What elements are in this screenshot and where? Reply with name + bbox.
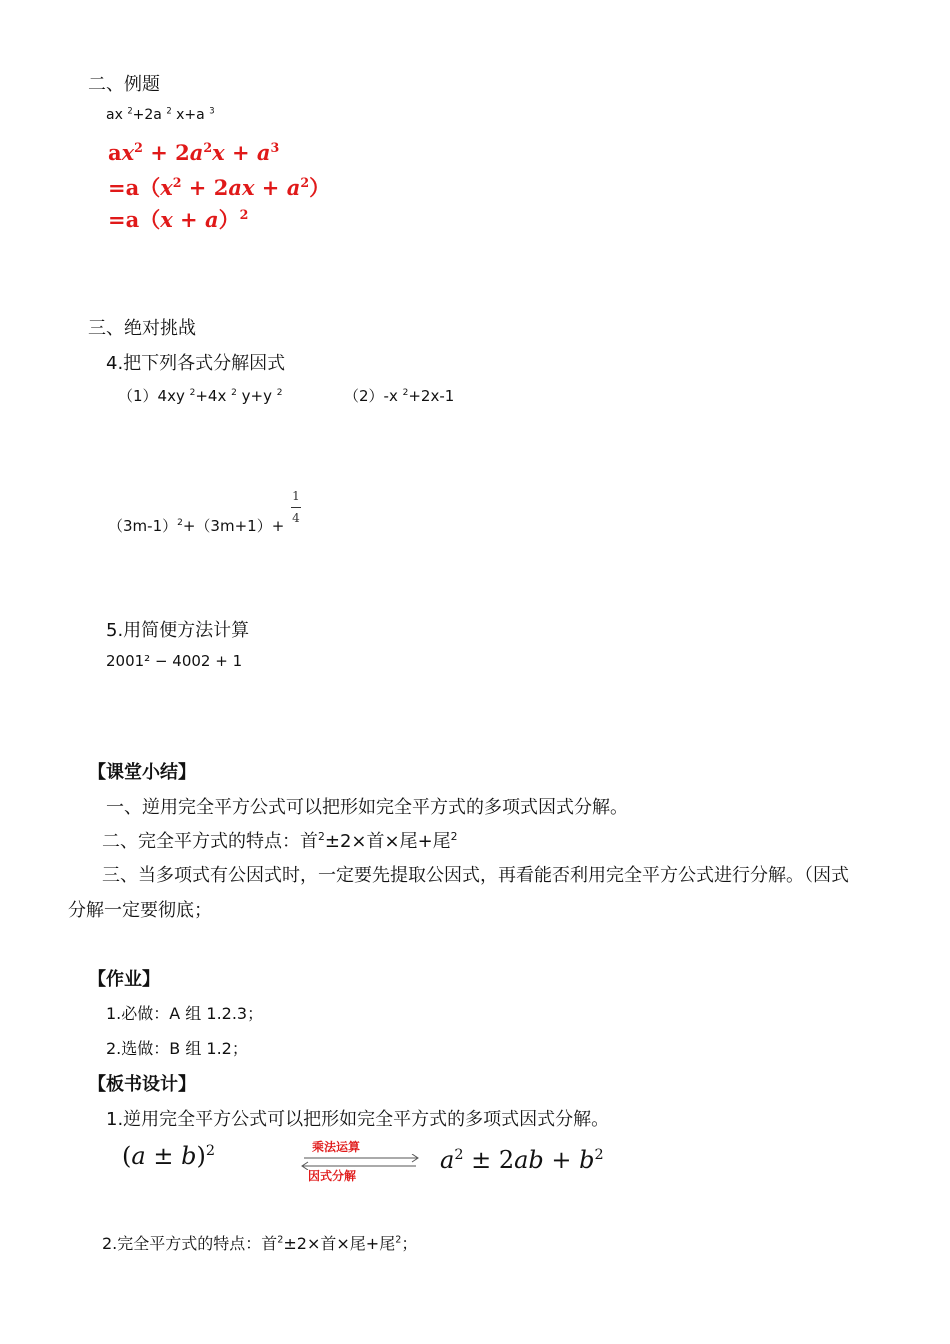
q4-item-1: （1）4xy $^2$+4x $^2$ y+y $^2$ xyxy=(118,387,283,405)
fraction-bar xyxy=(291,507,301,508)
summary-heading: 【课堂小结】 xyxy=(88,762,196,783)
q4-item-3: $(3m-1)^2+(3m+1)+$ xyxy=(108,517,285,535)
homework-item-1: 1.必做：A 组 1.2.3； xyxy=(106,1004,264,1023)
homework-heading: 【作业】 xyxy=(88,969,160,990)
homework-item-2: 2.选做：B 组 1.2； xyxy=(106,1039,248,1058)
arrow-label-top: 乘法运算 xyxy=(312,1140,361,1154)
board-line-2: 2.完全平方式的特点：首$^2$±2×首×尾+尾$^2$； xyxy=(102,1234,418,1253)
board-line-1: 1.逆用完全平方公式可以把形如完全平方式的多项式因式分解。 xyxy=(106,1109,610,1130)
challenge-heading: 三、绝对挑战 xyxy=(88,318,196,339)
fraction-numerator: 1 xyxy=(292,489,300,503)
solution-line-1: $ax^2 + 2a^2x + a^3$ xyxy=(108,140,280,165)
formula-right: $a^2 \pm 2ab + b^2$ xyxy=(440,1146,604,1174)
solution-line-2: $=a(x^2 + 2ax + a^2)$ xyxy=(108,175,331,200)
q4-item-2: （2）-x $^2$+2x-1 xyxy=(344,387,455,405)
formula-left: $(a \pm b)^2$ xyxy=(122,1142,215,1170)
board-heading: 【板书设计】 xyxy=(88,1074,196,1095)
summary-line-3-cont: 分解一定要彻底； xyxy=(68,900,212,921)
example-heading: 二、例题 xyxy=(88,74,160,95)
summary-line-3: 三、当多项式有公因式时，一定要先提取公因式，再看能否利用完全平方公式进行分解。（因式 xyxy=(102,865,849,886)
arrow-label-bottom: 因式分解 xyxy=(308,1169,357,1183)
q5-title: 5.用简便方法计算 xyxy=(106,620,250,641)
solution-line-3: $=a(x + a)^2$ xyxy=(108,207,249,232)
example-problem: ax $^2$+2a $^2$ x+a $^3$ xyxy=(106,105,215,123)
summary-line-1: 一、逆用完全平方公式可以把形如完全平方式的多项式因式分解。 xyxy=(106,797,628,818)
q4-title: 4.把下列各式分解因式 xyxy=(106,353,286,374)
q5-expression: 2001² − 4002 + 1 xyxy=(106,652,243,670)
fraction-denominator: 4 xyxy=(292,511,300,525)
summary-line-2: 二、完全平方式的特点：首$^2$±2×首×尾+尾$^2$ xyxy=(102,830,458,852)
